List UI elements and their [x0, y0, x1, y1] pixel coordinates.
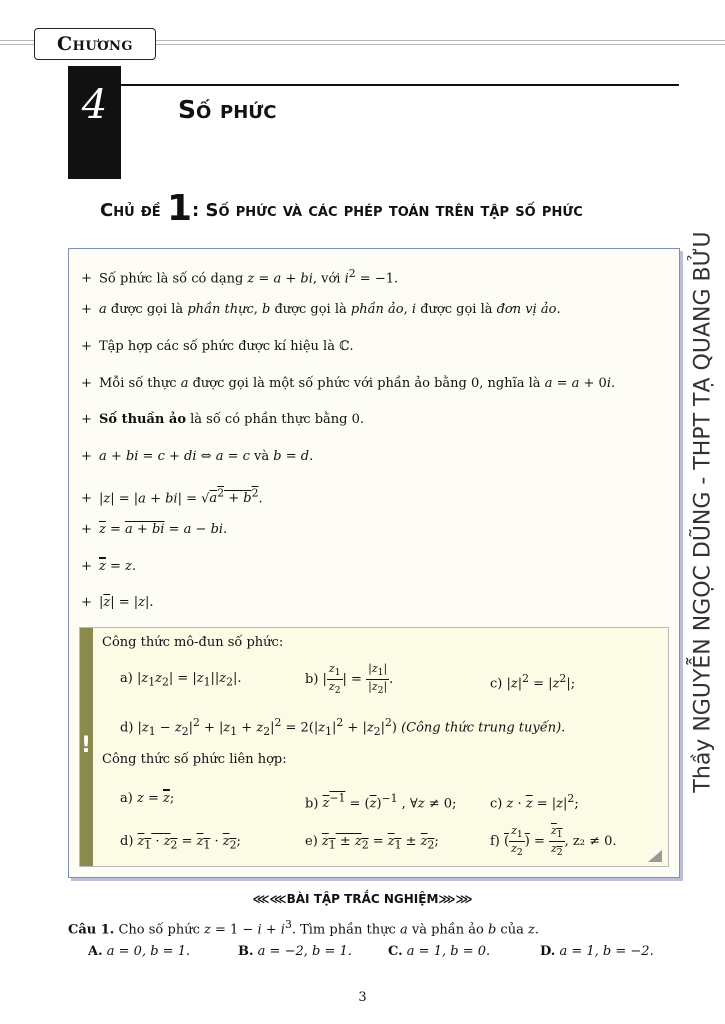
- box-item-3: + Tập hợp các số phức được kí hiệu là ℂ.: [81, 339, 354, 354]
- option-c-text: a = 1, b = 0.: [406, 944, 491, 959]
- option-a-text: a = 0, b = 1.: [106, 944, 191, 959]
- option-a[interactable]: [88, 944, 190, 959]
- note-heading-modulus: Công thức mô-đun số phức:: [102, 635, 284, 650]
- formula-mod-b: b) | $\frac{z_1}{z_2}$ | = $\frac{|z_1|}{|z_2|}$ .: [305, 662, 394, 697]
- question-label: Câu 1.: [68, 922, 115, 938]
- chapter-number: 4: [81, 82, 108, 128]
- box-item-10: + $|\overline{z}| = |z|$.: [81, 595, 154, 610]
- formula-conj-b: b) $z^{-1} = (\overline{z})^{-1}$ , ∀z ≠ 0;: [305, 792, 457, 812]
- formula-conj-a: a) $z = \overline{z}$;: [120, 791, 175, 806]
- option-c[interactable]: [388, 944, 490, 959]
- box-item-1: + Số phức là số có dạng z = a + bi, với $i^2 = -1$.: [81, 267, 399, 287]
- topic-suffix: : Số phức và các phép toán trên tập số phức: [192, 200, 583, 221]
- formula-mod-b-label: b): [305, 672, 319, 688]
- option-a-key: A.: [88, 944, 103, 959]
- note-heading-conjugate: Công thức số phức liên hợp:: [102, 752, 287, 767]
- formula-mod-c: c) $|z|^2 = |z^2|$;: [490, 672, 576, 692]
- option-d-key: D.: [540, 944, 556, 959]
- chapter-label: Chương: [34, 28, 156, 60]
- box-item-8: + $\overline{z} = a$ + bi = a − bi.: [81, 522, 228, 537]
- topic-prefix: Chủ đề: [100, 200, 161, 221]
- formula-conj-f-label: f): [490, 834, 500, 850]
- author-side-text: Thầy NGUYỄN NGỌC DŨNG - THPT TẠ QUANG BỬU: [690, 231, 716, 793]
- exclamation-icon: !: [80, 733, 92, 758]
- formula-conj-d: d) $z_1 \cdot z_2 = z_1 \cdot z_2$;: [120, 834, 241, 852]
- formula-mod-d: d) $|z_1 - z_2|^2 + |z_1 + z_2|^2 = 2(|z_1|^2 + |z_2|^2)$ (Công thức trung tuyến).: [120, 716, 566, 738]
- box-item-7: + $|z| = |a + bi| = √a^2 + b^2$.: [81, 487, 263, 507]
- chapter-title: Số phức: [178, 95, 277, 124]
- theory-box: [68, 248, 680, 878]
- topic-number: 1: [166, 188, 193, 229]
- box-item-2: + a được gọi là phần thực, b được gọi là phần ảo, i được gọi là đơn vị ảo.: [81, 302, 561, 317]
- page-number: 3: [358, 990, 367, 1005]
- box-item-4: + Mỗi số thực a được gọi là một số phức với phần ảo bằng 0, nghĩa là a = a + 0i.: [81, 376, 616, 391]
- page-curl-icon: [648, 850, 662, 862]
- option-d-text: a = 1, b = −2.: [559, 944, 654, 959]
- option-c-key: C.: [388, 944, 403, 959]
- formula-conj-e: e) $z_1 \pm z_2 = z_1 \pm z_2$;: [305, 834, 439, 852]
- formula-mod-d-note: (Công thức trung tuyến).: [401, 720, 566, 736]
- formula-conj-f: f) ( $\frac{z_1}{z_2}$ ) = $\frac{z_1}{z_2}$ , z₂ ≠ 0.: [490, 824, 617, 859]
- option-b-key: B.: [238, 944, 254, 959]
- option-b[interactable]: [238, 944, 352, 959]
- option-b-text: a = −2, b = 1.: [257, 944, 352, 959]
- formula-conj-c: c) $z \cdot \overline{z} = |z|^2$;: [490, 792, 579, 812]
- box-item-6: + a + bi = c + di ⇔ a = c và b = d.: [81, 449, 314, 464]
- formula-note: [79, 627, 669, 867]
- formula-conj-f-tail: , z₂ ≠ 0.: [564, 834, 617, 850]
- box-item-5: + Số thuần ảo là số có phần thực bằng 0.: [81, 412, 365, 427]
- formula-mod-a: a) $|z_1z_2| = |z_1||z_2|$.: [120, 671, 242, 689]
- question-1: Câu 1. Cho số phức $z = 1 - i + i^3$. Tìm phần thực a và phần ảo b của z.: [68, 918, 539, 938]
- box-item-9: + $\overline{z} = z$.: [81, 559, 137, 574]
- topic-heading: [100, 188, 583, 229]
- chapter-rule: [121, 84, 679, 86]
- chapter-number-block: [68, 66, 121, 179]
- option-d[interactable]: [540, 944, 654, 959]
- exercise-header: ⋘⋘BÀI TẬP TRẮC NGHIỆM⋙⋙: [252, 892, 473, 906]
